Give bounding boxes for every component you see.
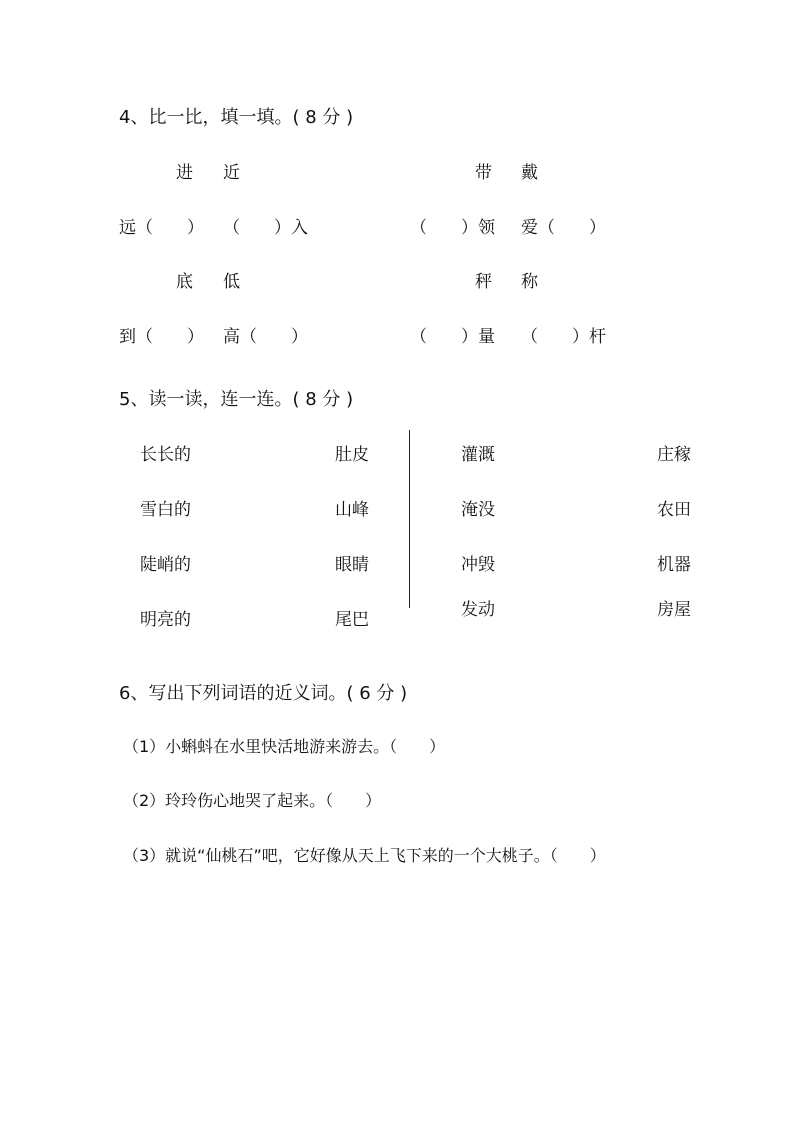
char-dai: 带 [475, 163, 492, 183]
match-right-word: 淹没 [461, 500, 495, 520]
match-left-word: 眼睛 [335, 555, 369, 575]
blank-item: 爱（ ） [521, 218, 606, 238]
blank-item: 远（ ） [119, 218, 204, 238]
match-left-word: 山峰 [335, 500, 369, 520]
section-6-heading: 6、写出下列词语的近义词。( 6 分 ) [119, 683, 408, 704]
match-right-word: 发动 [461, 600, 495, 620]
blank-item: 到（ ） [119, 327, 204, 347]
match-left-word: 长长的 [140, 445, 191, 465]
blank-item: （ ）量 [410, 327, 495, 347]
match-left-word: 陡峭的 [140, 555, 191, 575]
section-5-heading: 5、读一读，连一连。( 8 分 ) [119, 389, 354, 410]
char-cheng-scale: 秤 [475, 272, 492, 292]
synonym-question: （3）就说“仙桃石”吧，它好像从天上飞下来的一个大桃子。（ ） [123, 846, 606, 865]
synonym-question: （1）小蝌蚪在水里快活地游来游去。（ ） [123, 737, 446, 756]
char-jin: 进 [176, 163, 193, 183]
match-right-word-clipped [657, 600, 697, 620]
match-right-word: 房屋 [657, 600, 691, 620]
char-dai-wear: 戴 [521, 163, 538, 183]
match-left-word: 尾巴 [335, 610, 369, 630]
match-right-word: 灌溉 [461, 445, 495, 465]
match-right-word: 冲毁 [461, 555, 495, 575]
match-left-word: 雪白的 [140, 500, 191, 520]
match-right-word: 机器 [657, 555, 691, 575]
section-4-heading: 4、比一比，填一填。( 8 分 ) [119, 107, 354, 128]
synonym-question: （2）玲玲伤心地哭了起来。（ ） [123, 791, 382, 810]
match-left-word: 肚皮 [335, 445, 369, 465]
char-di-bottom: 底 [176, 272, 193, 292]
match-right-word: 农田 [657, 500, 691, 520]
blank-item: （ ）入 [223, 218, 308, 238]
blank-item: 高（ ） [223, 327, 308, 347]
match-right-word-clipped [461, 600, 501, 620]
match-left-word: 明亮的 [140, 610, 191, 630]
column-divider [409, 430, 410, 608]
char-cheng-weigh: 称 [521, 272, 538, 292]
match-right-word: 庄稼 [657, 445, 691, 465]
blank-item: （ ）领 [410, 218, 495, 238]
char-di-low: 低 [223, 272, 240, 292]
char-jin-near: 近 [223, 163, 240, 183]
blank-item: （ ）杆 [521, 327, 606, 347]
